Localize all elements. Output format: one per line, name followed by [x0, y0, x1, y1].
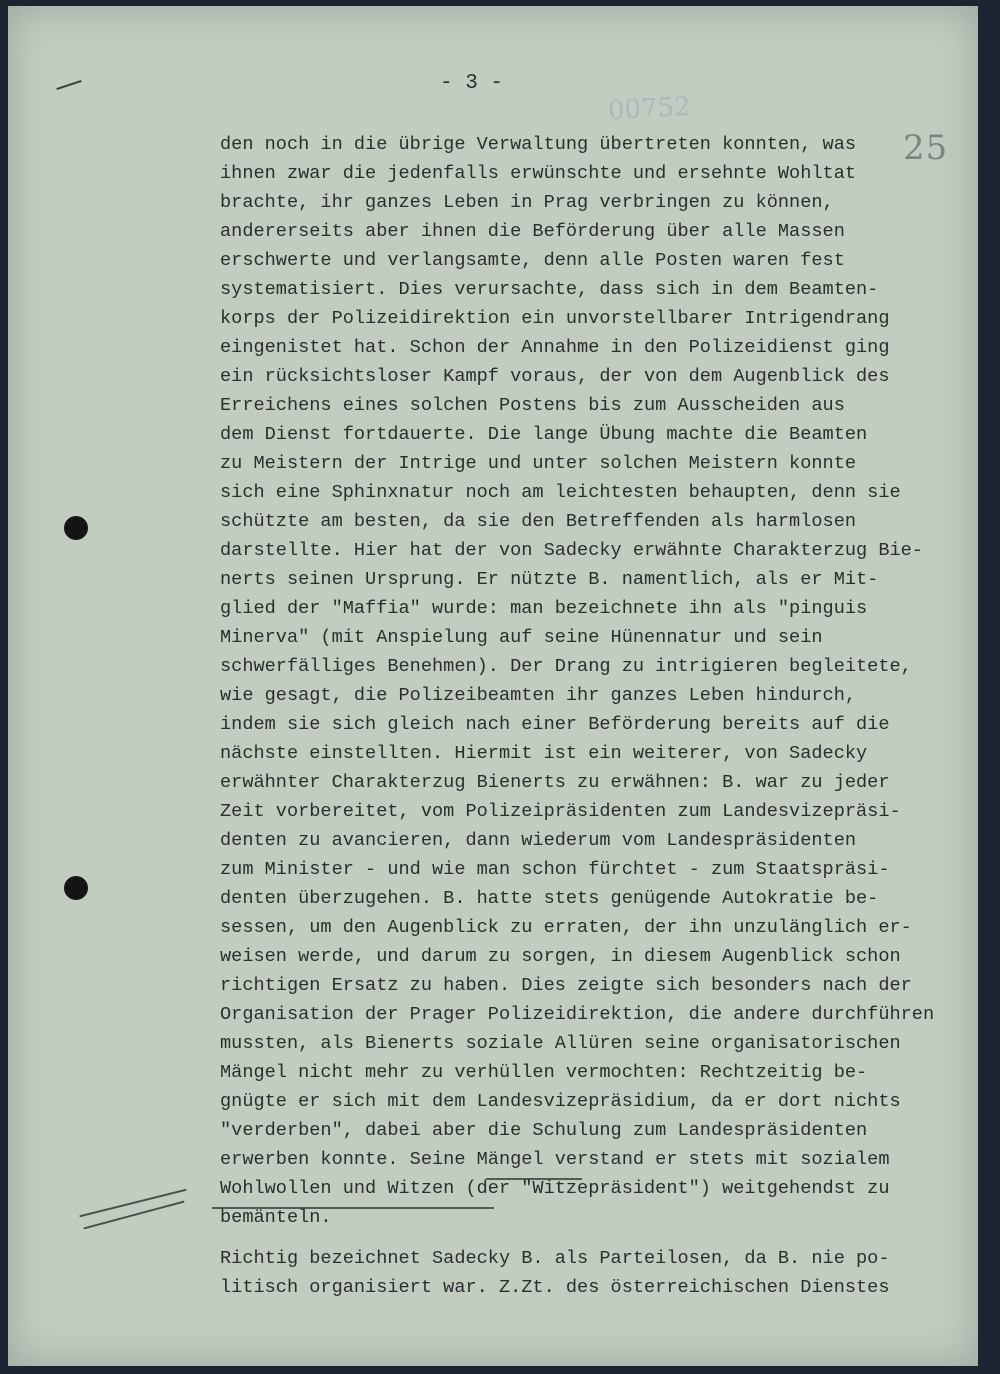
text-line: erwähnter Charakterzug Bienerts zu erwähnen: B. war zu jeder: [220, 772, 890, 793]
text-line: sich eine Sphinxnatur noch am leichtesten behaupten, denn sie: [220, 482, 901, 503]
document-page: [8, 6, 978, 1366]
text-line: Mängel nicht mehr zu verhüllen vermochten: Rechtzeitig be-: [220, 1062, 868, 1083]
text-line: Zeit vorbereitet, vom Polizeipräsidenten zum Landesvizepräsi-: [220, 801, 901, 822]
text-line: Minerva" (mit Anspielung auf seine Hünennatur und sein: [220, 627, 823, 648]
text-line: glied der "Maffia" wurde: man bezeichnete ihn als "pinguis: [220, 598, 868, 619]
text-line: ein rücksichtsloser Kampf voraus, der von dem Augenblick des: [220, 366, 890, 387]
text-line: schwerfälliges Benehmen). Der Drang zu intrigieren begleitete,: [220, 656, 912, 677]
text-line: denten zu avancieren, dann wiederum vom Landespräsidenten: [220, 830, 857, 851]
text-line: richtigen Ersatz zu haben. Dies zeigte sich besonders nach der: [220, 975, 912, 996]
text-line: mussten, als Bienerts soziale Allüren seine organisatorischen: [220, 1033, 901, 1054]
margin-tick-mark: [56, 80, 81, 90]
text-line: gnügte er sich mit dem Landesvizepräsidium, da er dort nichts: [220, 1091, 901, 1112]
punch-hole-bottom: [64, 876, 88, 900]
paragraph-gap: [220, 1232, 980, 1244]
punch-hole-top: [64, 516, 88, 540]
text-line: denten überzugehen. B. hatte stets genügende Autokratie be-: [220, 888, 879, 909]
text-line: Richtig bezeichnet Sadecky B. als Parteilosen, da B. nie po-: [220, 1248, 890, 1269]
page-number: - 3 -: [440, 72, 504, 95]
faint-stamp-number: 00752: [607, 91, 692, 127]
text-line: wie gesagt, die Polizeibeamten ihr ganzes Leben hindurch,: [220, 685, 857, 706]
text-line: zu Meistern der Intrige und unter solchen Meistern konnte: [220, 453, 857, 474]
margin-pencil-stroke-2: [84, 1201, 185, 1230]
text-line: weisen werde, und darum zu sorgen, in diesem Augenblick schon: [220, 946, 901, 967]
text-line: erwerben konnte. Seine Mängel verstand er stets mit sozialem: [220, 1149, 890, 1170]
text-line: Organisation der Prager Polizeidirektion, die andere durchführen: [220, 1004, 935, 1025]
text-line: systematisiert. Dies verursachte, dass sich in dem Beamten-: [220, 279, 879, 300]
text-line: korps der Polizeidirektion ein unvorstellbarer Intrigendrang: [220, 308, 890, 329]
text-line: erschwerte und verlangsamte, denn alle Posten waren fest: [220, 250, 845, 271]
typewritten-body: [220, 130, 980, 1302]
text-line: darstellte. Hier hat der von Sadecky erwähnte Charakterzug Bie-: [220, 540, 923, 561]
text-line: "verderben", dabei aber die Schulung zum Landespräsidenten: [220, 1120, 868, 1141]
text-line: nerts seinen Ursprung. Er nützte B. namentlich, als er Mit-: [220, 569, 879, 590]
text-line: zum Minister - und wie man schon fürchtet - zum Staatspräsi-: [220, 859, 890, 880]
archive-folio-number: 25: [903, 128, 949, 168]
text-line: eingenistet hat. Schon der Annahme in den Polizeidienst ging: [220, 337, 890, 358]
text-line: litisch organisiert war. Z.Zt. des österreichischen Dienstes: [220, 1277, 890, 1298]
text-line: ihnen zwar die jedenfalls erwünschte und ersehnte Wohltat: [220, 163, 857, 184]
text-line: sessen, um den Augenblick zu erraten, der ihn unzulänglich er-: [220, 917, 912, 938]
text-line: schützte am besten, da sie den Betreffenden als harmlosen: [220, 511, 857, 532]
text-line: den noch in die übrige Verwaltung übertreten konnten, was: [220, 134, 857, 155]
text-line: andererseits aber ihnen die Beförderung über alle Massen: [220, 221, 845, 242]
text-line: brachte, ihr ganzes Leben in Prag verbringen zu können,: [220, 192, 834, 213]
text-line: Wohlwollen und Witzen (der "Witzepräsident") weitgehendst zu: [220, 1178, 890, 1199]
text-line: dem Dienst fortdauerte. Die lange Übung machte die Beamten: [220, 424, 868, 445]
text-line: bemänteln.: [220, 1207, 332, 1228]
text-line: indem sie sich gleich nach einer Beförderung bereits auf die: [220, 714, 890, 735]
text-line: nächste einstellten. Hiermit ist ein weiterer, von Sadecky: [220, 743, 868, 764]
text-line: Erreichens eines solchen Postens bis zum Ausscheiden aus: [220, 395, 845, 416]
